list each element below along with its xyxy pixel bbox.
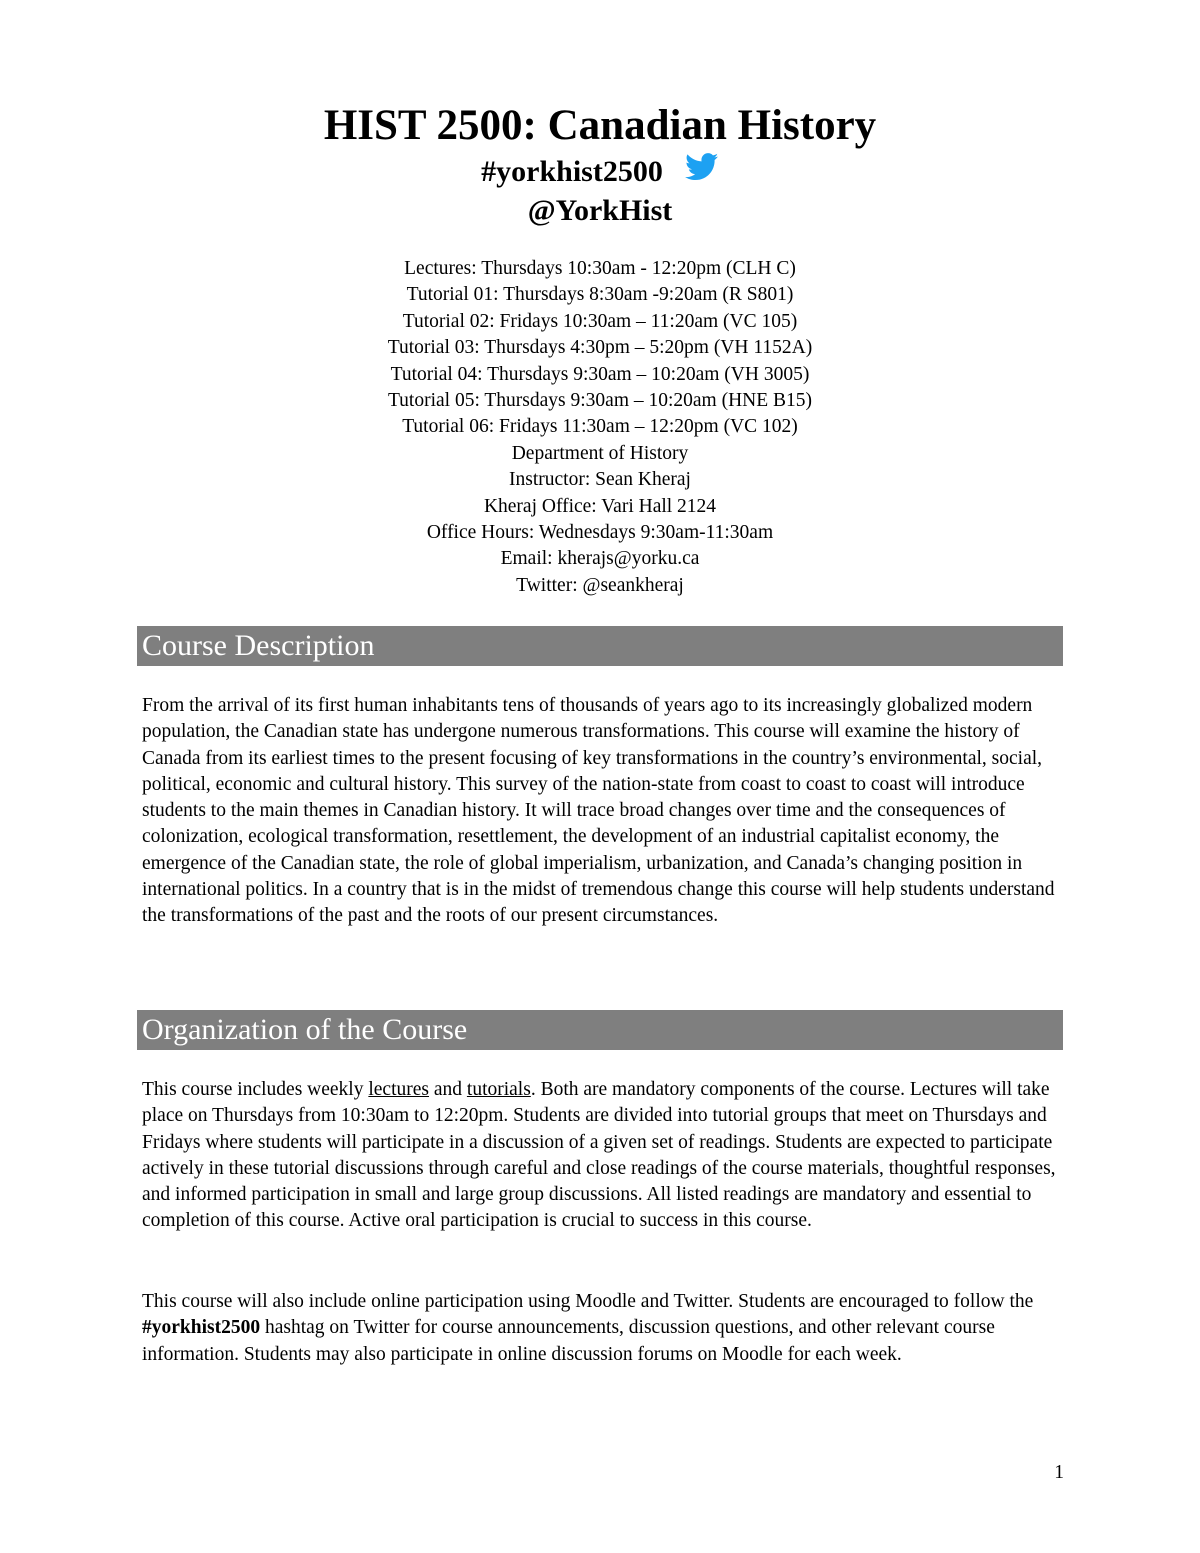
tutorials-term: tutorials [466, 1079, 531, 1100]
course-hashtag: #yorkhist2500 [481, 155, 663, 188]
schedule-line-tutorial-06: Tutorial 06: Fridays 11:30am – 12:20pm (VC 102) [402, 416, 798, 438]
course-title: HIST 2500: Canadian History [323, 102, 877, 149]
course-handle: @YorkHist [527, 194, 673, 227]
schedule-line-tutorial-05: Tutorial 05: Thursdays 9:30am – 10:20am (HNE B15) [387, 390, 813, 412]
hashtag-inline: #yorkhist2500 [142, 1317, 261, 1339]
organization-p1-text: This course includes weekly [142, 1079, 369, 1100]
schedule-line-tutorial-02: Tutorial 02: Fridays 10:30am – 11:20am (VC 105) [402, 310, 798, 332]
organization-p2-rest: hashtag on Twitter for course announcements, discussion questions, and other relevant course information. Students may also participate in online discussion forums on Moodle for each week. [142, 1317, 995, 1365]
organization-paragraph-1 [142, 1077, 1064, 1235]
lectures-term: lectures [368, 1079, 429, 1100]
section-heading-organization: Organization of the Course [137, 1010, 1063, 1050]
schedule-block [0, 256, 1200, 599]
section-heading-course-description: Course Description [137, 626, 1063, 666]
schedule-line-tutorial-03: Tutorial 03: Thursdays 4:30pm – 5:20pm (VH 1152A) [387, 337, 813, 359]
organization-p2-text: This course will also include online participation using Moodle and Twitter. Students are encouraged to follow the [142, 1291, 1034, 1312]
instructor-email: Email: kherajs@yorku.ca [500, 548, 700, 570]
office-hours: Office Hours: Wednesdays 9:30am-11:30am [426, 522, 774, 544]
organization-p1-and: and [429, 1079, 467, 1100]
department: Department of History [511, 442, 689, 464]
instructor-twitter: Twitter: @seankheraj [516, 574, 684, 596]
schedule-line-lectures: Lectures: Thursdays 10:30am - 12:20pm (CLH C) [404, 258, 796, 279]
organization-p1-rest: . Both are mandatory components of the course. Lectures will take place on Thursdays from 10:30am to 12:20pm. Students are divided into tutorial groups that meet on Thursdays and Fridays where students will participate in a discussion of a given set of readings. Students are expected to participate actively in these tutorial discussions through careful and close readings of the course materials, thoughtful responses, and informed participation in small and large group discussions. All listed readings are mandatory and essential to completion of this course. Active oral participation is crucial to success in this course. [142, 1079, 1056, 1232]
schedule-line-tutorial-04: Tutorial 04: Thursdays 9:30am – 10:20am (VH 3005) [390, 363, 810, 385]
schedule-line-tutorial-01: Tutorial 01: Thursdays 8:30am -9:20am (R S801) [406, 284, 794, 306]
instructor: Instructor: Sean Kheraj [509, 469, 691, 491]
twitter-bird-icon [685, 152, 719, 192]
organization-paragraph-2 [142, 1289, 1064, 1368]
office-location: Kheraj Office: Vari Hall 2124 [483, 495, 717, 517]
course-hashtag-line [0, 152, 1200, 194]
page-number: 1 [1054, 1462, 1064, 1483]
course-description-paragraph: From the arrival of its first human inhabitants tens of thousands of years ago to its increasingly globalized modern population, the Canadian state has undergone numerous transformations. This course will examine the history of Canada from its earliest times to the present focusing of key transformations in the country’s environmental, social, political, economic and cultural history. This survey of the nation-state from coast to coast to coast will introduce students to the main themes in Canadian history. It will trace broad changes over time and the consequences of colonization, ecological transformation, resettlement, the development of an industrial capitalist economy, the emergence of the Canadian state, the role of global imperialism, urbanization, and Canada’s changing position in international politics. In a country that is in the midst of tremendous change this course will help students understand the transformations of the past and the roots of our present circumstances. [142, 695, 1055, 927]
